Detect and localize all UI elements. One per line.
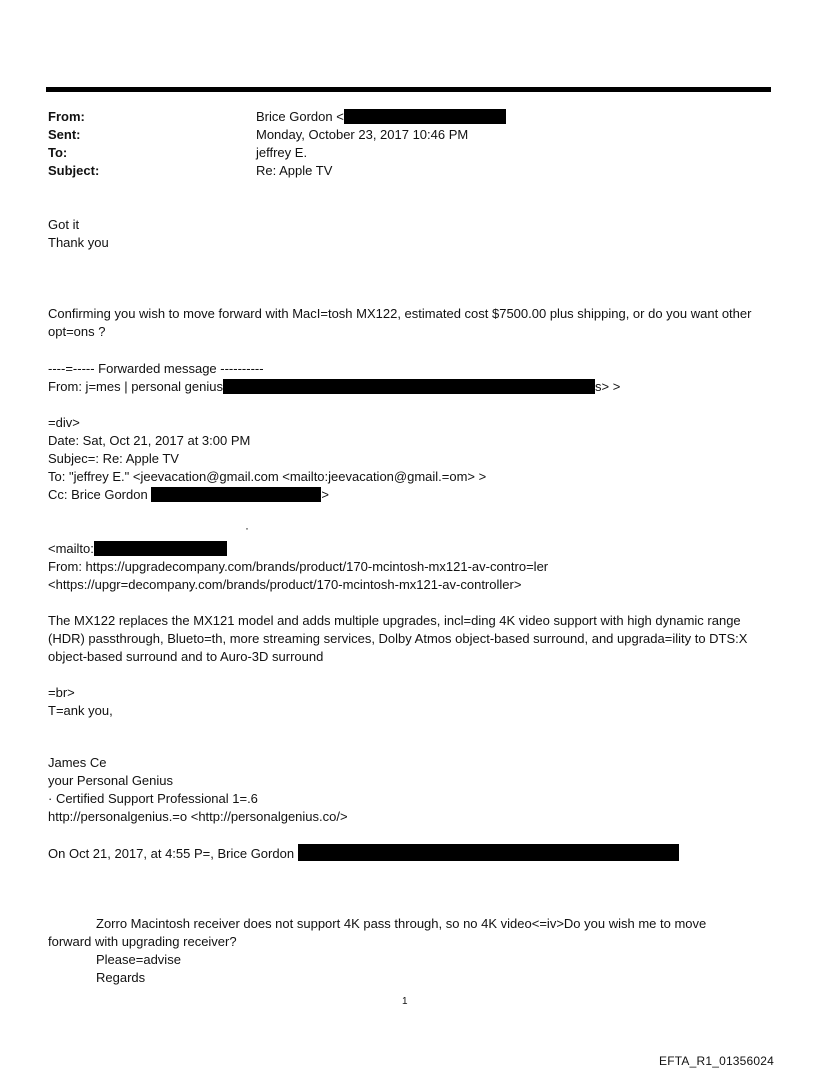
mailto-text: <mailto: [48, 541, 94, 556]
forwarded-marker: ----=----- Forwarded message ---------- [48, 361, 264, 376]
div-tag: =div> [48, 415, 80, 430]
header-rule [46, 87, 771, 92]
signature-cert: · Certified Support Professional 1=.6 [48, 791, 258, 806]
quoted-regards: Regards [96, 970, 146, 985]
redaction-bar [94, 541, 227, 556]
forwarded-cc [48, 486, 329, 504]
subject-label: Subject: [48, 163, 100, 178]
redaction-bar [344, 109, 506, 124]
link-from: From: https://upgradecompany.com/brands/product/170-mcintosh-mx121-av-contro=ler [48, 559, 549, 574]
signature-title: your Personal Genius [48, 773, 174, 788]
quoted-intro-text: On Oct 21, 2017, at 4:55 P=, Brice Gordon [48, 846, 295, 861]
forwarded-cc-text: Cc: Brice Gordon [48, 487, 148, 502]
forwarded-from-text: From: j=mes | personal genius [48, 379, 223, 394]
link-alt: <https://upgr=decompany.com/brands/product/170-mcintosh-mx121-av-controller> [48, 577, 522, 592]
redaction-bar [223, 379, 595, 394]
mx122-paragraph: The MX122 replaces the MX121 model and adds multiple upgrades, incl=ding 4K video support with high dynamic range (HDR) passthrough, Blueto=th, more streaming services, Dolby Atmos object-based surround, and upgrada=ility to DTS:X object-based surround and to Auro-3D surround [48, 613, 748, 664]
signature-site: http://personalgenius.=o <http://personalgenius.co/> [48, 809, 348, 824]
page-number: 1 [402, 996, 408, 1007]
bates-stamp: EFTA_R1_01356024 [659, 1054, 775, 1068]
from-value [256, 108, 506, 126]
forwarded-cc-tail: > [321, 487, 329, 502]
quoted-intro [48, 844, 679, 863]
quoted-para-cont: forward with upgrading receiver? [48, 934, 237, 949]
forwarded-subject: Subjec=: Re: Apple TV [48, 451, 179, 466]
mailto-line [48, 540, 227, 558]
sent-label: Sent: [48, 127, 81, 142]
confirm-paragraph: Confirming you wish to move forward with MacI=tosh MX122, estimated cost $7500.00 plus shipping, or do you want other opt=ons ? [48, 306, 752, 339]
forwarded-date: Date: Sat, Oct 21, 2017 at 3:00 PM [48, 433, 251, 448]
quoted-para-first: Zorro Macintosh receiver does not support 4K pass through, so no 4K video<=iv>Do you wish me to move [96, 916, 707, 931]
forwarded-from [48, 378, 620, 396]
from-name: Brice Gordon < [256, 109, 344, 124]
stray-dot: · [245, 521, 249, 535]
reply-line-1: Got it [48, 217, 80, 232]
redaction-bar [298, 844, 679, 861]
sent-value: Monday, October 23, 2017 10:46 PM [256, 127, 469, 142]
to-value: jeffrey E. [256, 145, 308, 160]
from-label: From: [48, 109, 85, 124]
signature-name: James Ce [48, 755, 107, 770]
to-label: To: [48, 145, 68, 160]
thanks-line: T=ank you, [48, 703, 113, 718]
br-tag: =br> [48, 685, 75, 700]
quoted-advise: Please=advise [96, 952, 181, 967]
reply-line-2: Thank you [48, 235, 109, 250]
forwarded-from-tail: s> > [594, 379, 621, 394]
redaction-bar [151, 487, 321, 502]
subject-value: Re: Apple TV [256, 163, 333, 178]
forwarded-to: To: "jeffrey E." <jeevacation@gmail.com <mailto:jeevacation@gmail.=om> > [48, 469, 487, 484]
